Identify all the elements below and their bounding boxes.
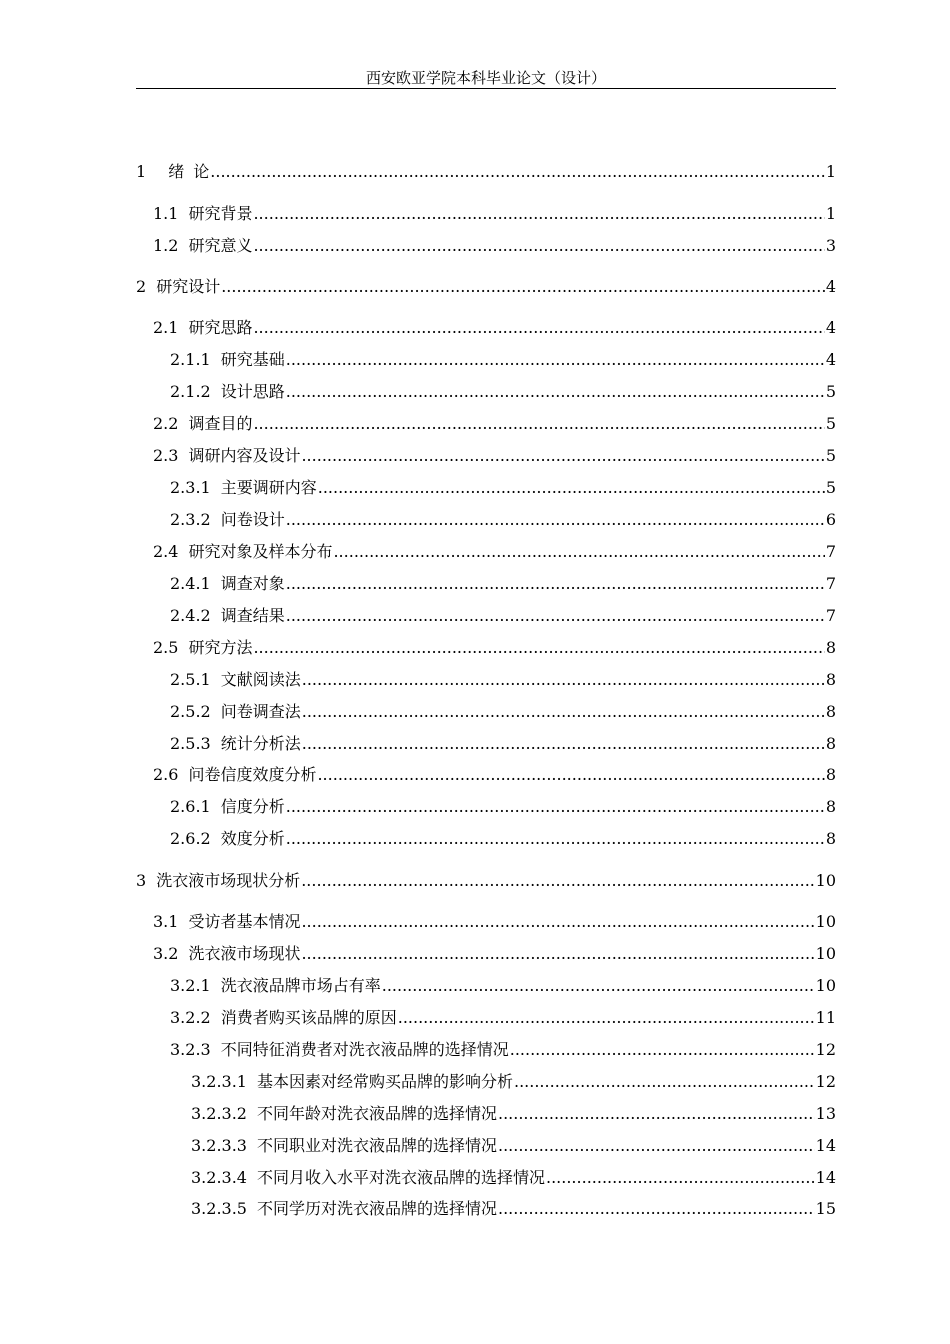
toc-entry-number: 3.2.3 [170,1040,211,1059]
toc-entry-page: 10 [815,976,836,995]
toc-entry[interactable] [153,235,836,257]
toc-dot-leader [382,975,815,997]
page-header: 西安欧亚学院本科毕业论文（设计） [365,69,606,87]
toc-entry[interactable] [170,509,836,531]
toc-dot-leader [301,911,814,933]
toc-entry-page: 6 [825,510,836,529]
toc-entry-page: 8 [825,670,836,689]
toc-dot-leader [253,203,824,225]
toc-entry-number: 3.2.3.4 [191,1168,247,1187]
toc-entry-number: 2 [136,277,147,296]
toc-entry-title: 消费者购买该品牌的原因 [220,1008,397,1027]
toc-entry-page: 12 [815,1040,836,1059]
toc-dot-leader [253,413,824,435]
toc-entry-number: 2.3.1 [170,478,211,497]
toc-entry[interactable] [153,203,836,225]
toc-entry-title: 不同年龄对洗衣液品牌的选择情况 [256,1104,497,1123]
toc-entry-number: 2.4.1 [170,574,211,593]
toc-entry-number: 2.6.1 [170,797,211,816]
toc-entry[interactable] [170,573,836,595]
toc-entry-page: 10 [815,944,836,963]
toc-entry-page: 5 [825,446,836,465]
toc-entry-page: 11 [815,1008,836,1027]
toc-dot-leader [253,317,824,339]
toc-entry-number: 2.1 [153,318,179,337]
toc-entry-page: 8 [825,702,836,721]
toc-entry-title: 绪 论 [168,162,210,181]
toc-entry[interactable] [191,1071,836,1093]
toc-entry[interactable] [153,943,836,965]
toc-entry[interactable] [136,161,836,183]
toc-entry-page: 5 [825,478,836,497]
toc-entry[interactable] [153,445,836,467]
toc-entry[interactable] [170,975,836,997]
toc-entry-number: 3 [136,871,147,890]
toc-dot-leader [498,1103,815,1125]
toc-entry[interactable] [191,1198,836,1220]
toc-entry-title: 洗衣液市场现状分析 [156,871,301,890]
toc-entry[interactable] [153,413,836,435]
toc-dot-leader [286,828,825,850]
toc-dot-leader [333,541,824,563]
toc-entry-page: 14 [815,1136,836,1155]
toc-entry-number: 2.2 [153,414,179,433]
toc-entry[interactable] [191,1135,836,1157]
toc-entry-page: 8 [825,829,836,848]
toc-entry-page: 14 [815,1168,836,1187]
toc-entry-title: 研究背景 [188,204,253,223]
toc-entry-title: 调查目的 [188,414,253,433]
toc-entry-number: 2.1.2 [170,382,211,401]
toc-entry-number: 3.2.2 [170,1008,211,1027]
toc-entry-title: 不同职业对洗衣液品牌的选择情况 [256,1136,497,1155]
toc-dot-leader [210,161,825,183]
toc-entry-page: 8 [825,734,836,753]
toc-entry-number: 2.3.2 [170,510,211,529]
toc-entry-number: 2.6.2 [170,829,211,848]
toc-entry-page: 12 [815,1072,836,1091]
toc-dot-leader [253,637,824,659]
toc-entry-number: 2.1.1 [170,350,211,369]
toc-entry[interactable] [153,317,836,339]
toc-entry-title: 研究思路 [188,318,253,337]
toc-entry-number: 2.3 [153,446,179,465]
toc-entry-page: 1 [825,162,836,181]
toc-entry-title: 研究对象及样本分布 [188,542,333,561]
toc-entry-page: 10 [815,871,836,890]
toc-entry-page: 8 [825,797,836,816]
toc-entry-number: 2.5.1 [170,670,211,689]
toc-entry-number: 1 [136,162,147,181]
toc-entry[interactable] [170,477,836,499]
toc-entry[interactable] [170,605,836,627]
toc-entry-page: 5 [825,382,836,401]
toc-entry-page: 7 [825,542,836,561]
toc-entry-page: 7 [825,574,836,593]
toc-entry[interactable] [170,828,836,850]
toc-entry-title: 研究方法 [188,638,253,657]
toc-entry[interactable] [153,764,836,786]
toc-entry[interactable] [153,911,836,933]
toc-entry[interactable] [136,276,836,298]
toc-entry-number: 2.5.3 [170,734,211,753]
toc-dot-leader [510,1039,815,1061]
toc-entry-page: 4 [825,277,836,296]
toc-entry-title: 不同特征消费者对洗衣液品牌的选择情况 [220,1040,509,1059]
toc-entry-title: 设计思路 [220,382,285,401]
toc-dot-leader [302,669,825,691]
toc-entry-page: 5 [825,414,836,433]
toc-entry[interactable] [153,541,836,563]
toc-entry-page: 7 [825,606,836,625]
toc-entry-title: 研究设计 [156,277,221,296]
toc-dot-leader [286,381,825,403]
toc-entry-number: 3.2.3.5 [191,1199,247,1218]
toc-entry[interactable] [170,1007,836,1029]
toc-dot-leader [286,509,825,531]
toc-entry-title: 研究意义 [188,236,253,255]
toc-entry[interactable] [170,1039,836,1061]
toc-dot-leader [301,445,824,467]
toc-entry-title: 研究基础 [220,350,285,369]
toc-entry-title: 受访者基本情况 [188,912,301,931]
toc-entry-number: 2.5.2 [170,702,211,721]
toc-entry[interactable] [170,349,836,371]
toc-entry-number: 3.2 [153,944,179,963]
toc-entry-number: 1.1 [153,204,179,223]
toc-entry-page: 4 [825,350,836,369]
toc-entry[interactable] [170,733,836,755]
toc-dot-leader [514,1071,815,1093]
toc-entry-page: 4 [825,318,836,337]
toc-dot-leader [286,796,825,818]
toc-entry-title: 主要调研内容 [220,478,317,497]
toc-entry[interactable] [170,381,836,403]
toc-entry-title: 调查对象 [220,574,285,593]
toc-entry[interactable] [191,1103,836,1125]
toc-entry-title: 统计分析法 [220,734,301,753]
toc-entry-page: 8 [825,638,836,657]
toc-entry-number: 2.5 [153,638,179,657]
toc-entry-page: 1 [825,204,836,223]
toc-entry-number: 3.2.3.3 [191,1136,247,1155]
toc-entry[interactable] [170,669,836,691]
toc-entry-title: 问卷设计 [220,510,285,529]
toc-entry-title: 调研内容及设计 [188,446,301,465]
toc-dot-leader [301,870,814,892]
toc-entry-number: 3.2.3.2 [191,1104,247,1123]
toc-entry-number: 3.2.3.1 [191,1072,247,1091]
toc-entry-number: 2.4 [153,542,179,561]
toc-entry-title: 信度分析 [220,797,285,816]
toc-entry-title: 调查结果 [220,606,285,625]
toc-dot-leader [286,605,825,627]
toc-entry-page: 15 [815,1199,836,1218]
toc-entry-title: 基本因素对经常购买品牌的影响分析 [256,1072,513,1091]
toc-dot-leader [301,943,814,965]
toc-entry-title: 效度分析 [220,829,285,848]
toc-dot-leader [286,349,825,371]
toc-entry-page: 10 [815,912,836,931]
toc-entry-title: 不同学历对洗衣液品牌的选择情况 [256,1199,497,1218]
toc-entry-number: 2.4.2 [170,606,211,625]
toc-entry[interactable] [170,796,836,818]
toc-entry-title: 问卷信度效度分析 [188,765,317,784]
toc-dot-leader [302,701,825,723]
toc-entry-page: 13 [815,1104,836,1123]
toc-dot-leader [498,1198,815,1220]
toc-entry[interactable] [136,870,836,892]
toc-entry-title: 问卷调查法 [220,702,301,721]
toc-entry-number: 3.1 [153,912,179,931]
toc-dot-leader [318,477,825,499]
toc-dot-leader [286,573,825,595]
toc-dot-leader [253,235,824,257]
toc-entry-title: 文献阅读法 [220,670,301,689]
toc-entry-number: 2.6 [153,765,179,784]
toc-entry[interactable] [191,1167,836,1189]
toc-entry-title: 不同月收入水平对洗衣液品牌的选择情况 [256,1168,545,1187]
toc-dot-leader [498,1135,815,1157]
toc-entry-number: 3.2.1 [170,976,211,995]
toc-dot-leader [317,764,824,786]
toc-dot-leader [546,1167,815,1189]
toc-dot-leader [302,733,825,755]
toc-dot-leader [221,276,825,298]
toc-dot-leader [398,1007,815,1029]
toc-entry[interactable] [170,701,836,723]
toc-entry[interactable] [153,637,836,659]
toc-entry-page: 8 [825,765,836,784]
toc-entry-title: 洗衣液市场现状 [188,944,301,963]
toc-entry-title: 洗衣液品牌市场占有率 [220,976,381,995]
toc-entry-page: 3 [825,236,836,255]
toc-entry-number: 1.2 [153,236,179,255]
